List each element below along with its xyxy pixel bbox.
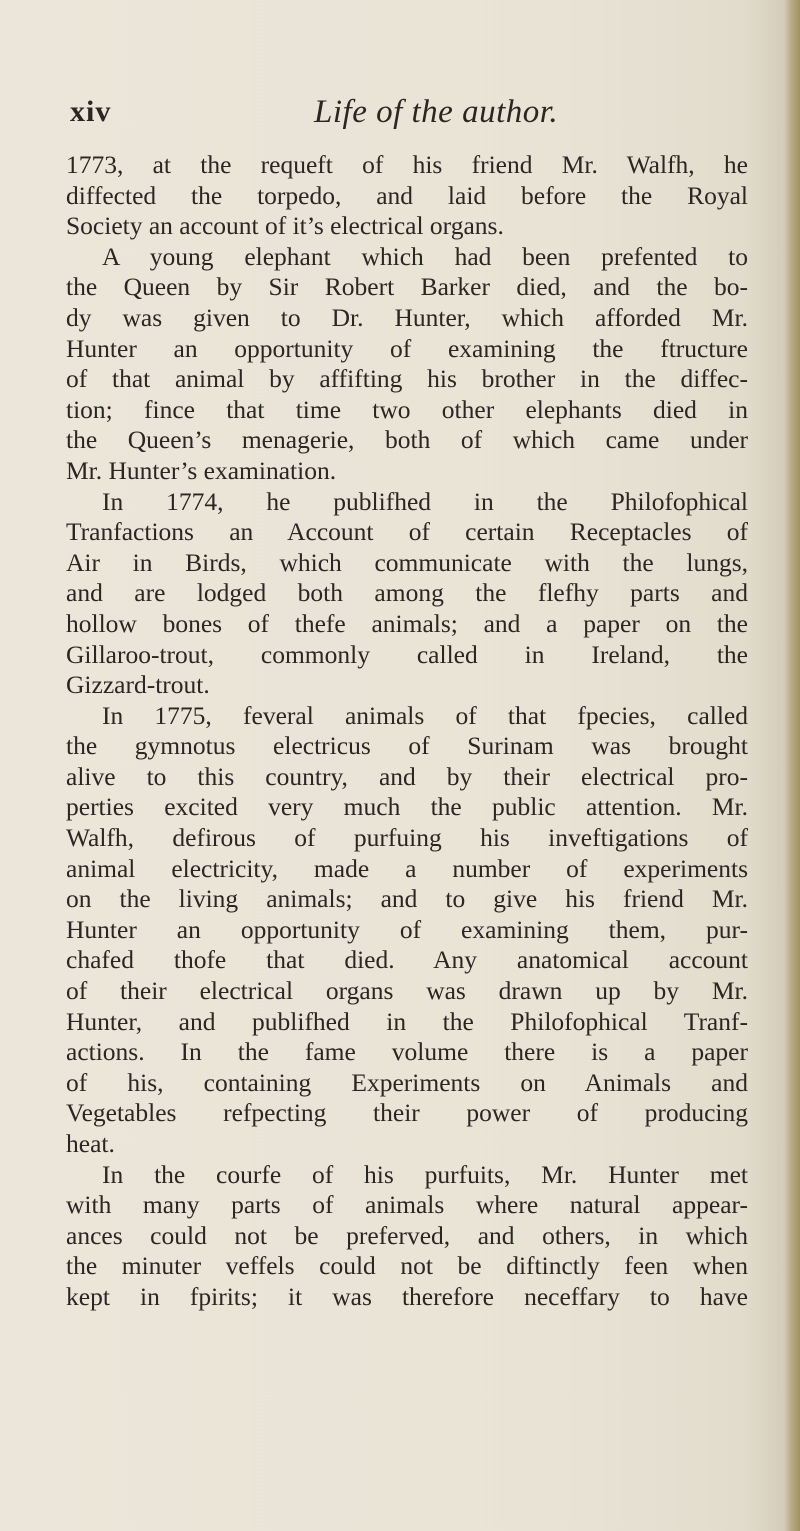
text-line: Mr. Hunter’s examination. xyxy=(66,455,337,485)
text-line: Gizzard-trout. xyxy=(66,670,210,700)
text-line: Air in Birds, which communicate with the lungs, xyxy=(66,547,748,577)
text-line: Hunter an opportunity of examining them, pur- xyxy=(66,914,748,944)
text-line: actions. In the fame volume there is a paper xyxy=(66,1037,748,1067)
page-header xyxy=(70,92,750,132)
text-line: In 1774, he publifhed in the Philofophical xyxy=(102,486,748,516)
text-line: 1773, at the requeft of his friend Mr. Walfh, he xyxy=(66,150,748,179)
text-line: Walfh, defirous of purfuing his inveftigations of xyxy=(66,823,748,853)
text-line: In 1775, feveral animals of that fpecies, called xyxy=(102,700,748,730)
text-line: In the courfe of his purfuits, Mr. Hunter met xyxy=(102,1159,748,1189)
text-line: Hunter an opportunity of examining the ftructure xyxy=(66,333,748,363)
text-line: Hunter, and publifhed in the Philofophical Tranf- xyxy=(66,1006,748,1036)
text-line: with many parts of animals where natural appear- xyxy=(66,1190,748,1220)
text-line: Gillaroo-trout, commonly called in Ireland, the xyxy=(66,639,748,669)
text-line: ances could not be preferved, and others, in which xyxy=(66,1220,748,1250)
page-edge-shadow xyxy=(784,0,800,1531)
text-line: diffected the torpedo, and laid before the Royal xyxy=(66,180,748,210)
text-line: of that animal by affifting his brother in the diffec- xyxy=(66,364,748,394)
text-line: hollow bones of thefe animals; and a paper on the xyxy=(66,608,748,638)
text-line: the Queen by Sir Robert Barker died, and the bo- xyxy=(66,272,748,302)
page-number: xiv xyxy=(70,95,112,128)
body-text xyxy=(66,150,748,1313)
text-line: Tranfactions an Account of certain Receptacles of xyxy=(66,517,748,547)
text-line: and are lodged both among the flefhy parts and xyxy=(66,578,748,608)
text-line: heat. xyxy=(66,1129,115,1158)
text-line: tion; fince that time two other elephants died in xyxy=(66,394,748,424)
text-line: A young elephant which had been prefented to xyxy=(102,241,748,271)
text-line: Society an account of it’s electrical organs. xyxy=(66,211,504,241)
running-head: Life of the author. xyxy=(314,94,559,130)
text-line: of their electrical organs was drawn up by Mr. xyxy=(66,976,748,1006)
text-line: the gymnotus electricus of Surinam was brought xyxy=(66,731,748,761)
text-line: animal electricity, made a number of experiments xyxy=(66,853,748,883)
text-line: chafed thofe that died. Any anatomical account xyxy=(66,945,748,975)
text-line: on the living animals; and to give his friend Mr. xyxy=(66,884,748,914)
text-line: kept in fpirits; it was therefore neceffary to have xyxy=(66,1281,748,1311)
text-line: alive to this country, and by their electrical pro- xyxy=(66,761,748,791)
text-line: dy was given to Dr. Hunter, which afforded Mr. xyxy=(66,302,748,332)
text-line: perties excited very much the public attention. Mr. xyxy=(66,792,748,822)
text-line: of his, containing Experiments on Animals and xyxy=(66,1067,748,1097)
text-line: the minuter veffels could not be diftinctly feen when xyxy=(66,1251,748,1281)
text-line: Vegetables refpecting their power of producing xyxy=(66,1098,748,1128)
text-line: the Queen’s menagerie, both of which came under xyxy=(66,425,748,455)
